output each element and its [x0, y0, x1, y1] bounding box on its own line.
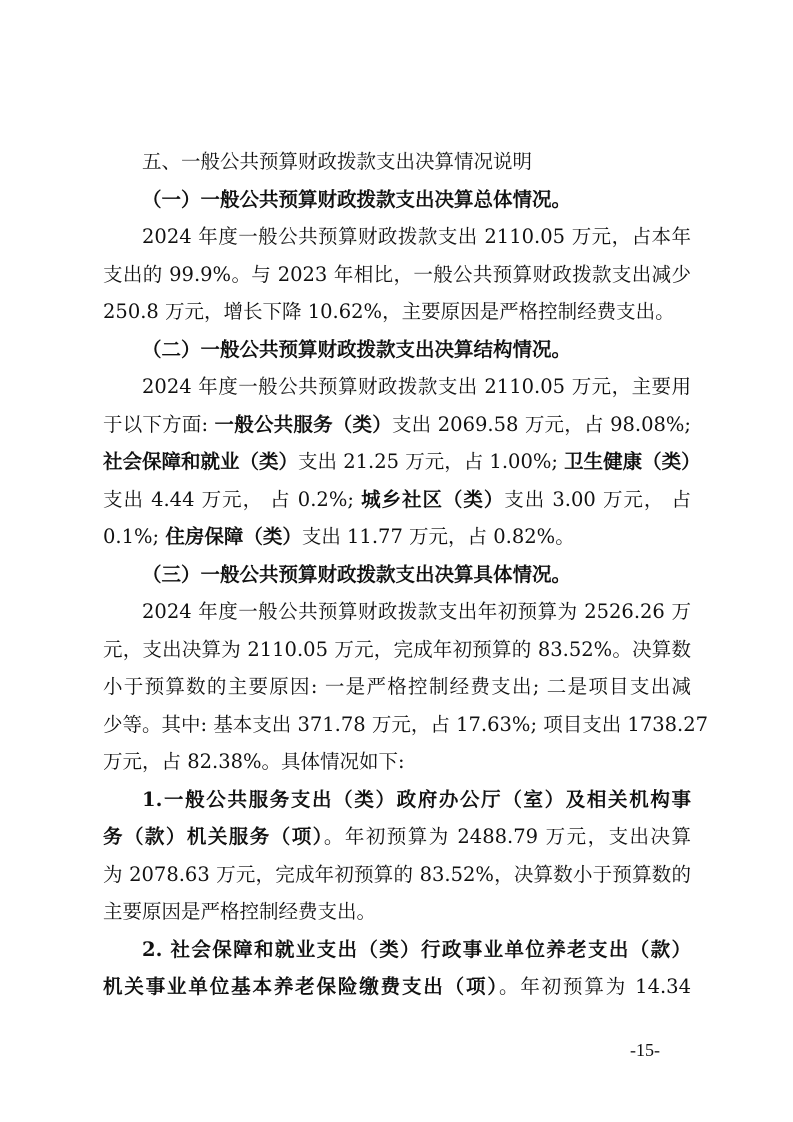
subsection-title-3: （三）一般公共预算财政拨款支出决算具体情况。 [142, 562, 572, 586]
page-number: -15- [630, 1040, 660, 1060]
paragraph-line: 主要原因是严格控制经费支出。 [103, 900, 377, 923]
paragraph-line: 机关事业单位基本养老保险缴费支出（项）。年初预算为 14.34 [103, 975, 691, 998]
paragraph-line: 2024 年度一般公共预算财政拨款支出 2110.05 万元，主要用 [142, 375, 691, 398]
paragraph-line: 社会保障和就业（类）支出 21.25 万元，占 1.00%; 卫生健康（类） [103, 450, 701, 473]
subsection-title-1: （一）一般公共预算财政拨款支出决算总体情况。 [142, 187, 572, 211]
paragraph-line: 0.1%; 住房保障（类）支出 11.77 万元，占 0.82%。 [103, 525, 575, 548]
paragraph-line: 元，支出决算为 2110.05 万元，完成年初预算的 83.52%。决算数 [103, 637, 691, 661]
paragraph-line: 2024 年度一般公共预算财政拨款支出 2110.05 万元，占本年 [142, 225, 691, 248]
paragraph-line: 支出 4.44 万元， 占 0.2%; 城乡社区（类）支出 3.00 万元， 占 [103, 487, 691, 511]
paragraph-line: 务（款）机关服务（项）。年初预算为 2488.79 万元，支出决算 [103, 825, 691, 848]
paragraph-line: 于以下方面: 一般公共服务（类）支出 2069.58 万元，占 98.08%; [103, 412, 691, 436]
paragraph-line: 2024 年度一般公共预算财政拨款支出年初预算为 2526.26 万 [142, 600, 691, 623]
section-heading: 五、一般公共预算财政拨款支出决算情况说明 [142, 150, 533, 173]
subsection-title-2: （二）一般公共预算财政拨款支出决算结构情况。 [142, 337, 572, 361]
document-body [103, 143, 709, 1006]
item-2-title: 2. 社会保障和就业支出（类）行政事业单位养老支出（款） [142, 937, 691, 961]
paragraph-line: 万元，占 82.38%。具体情况如下: [103, 750, 405, 773]
paragraph-line: 为 2078.63 万元，完成年初预算的 83.52%，决算数小于预算数的 [103, 862, 691, 886]
paragraph-line: 支出的 99.9%。与 2023 年相比，一般公共预算财政拨款支出减少 [103, 262, 691, 286]
paragraph-line: 250.8 万元，增长下降 10.62%，主要原因是严格控制经费支出。 [103, 300, 675, 323]
paragraph-line: 少等。其中: 基本支出 371.78 万元，占 17.63%; 项目支出 1738.27 [103, 712, 709, 736]
item-1-title: 1.一般公共服务支出（类）政府办公厅（室）及相关机构事 [142, 787, 691, 811]
paragraph-line: 小于预算数的主要原因: 一是严格控制经费支出; 二是项目支出减 [103, 675, 691, 698]
